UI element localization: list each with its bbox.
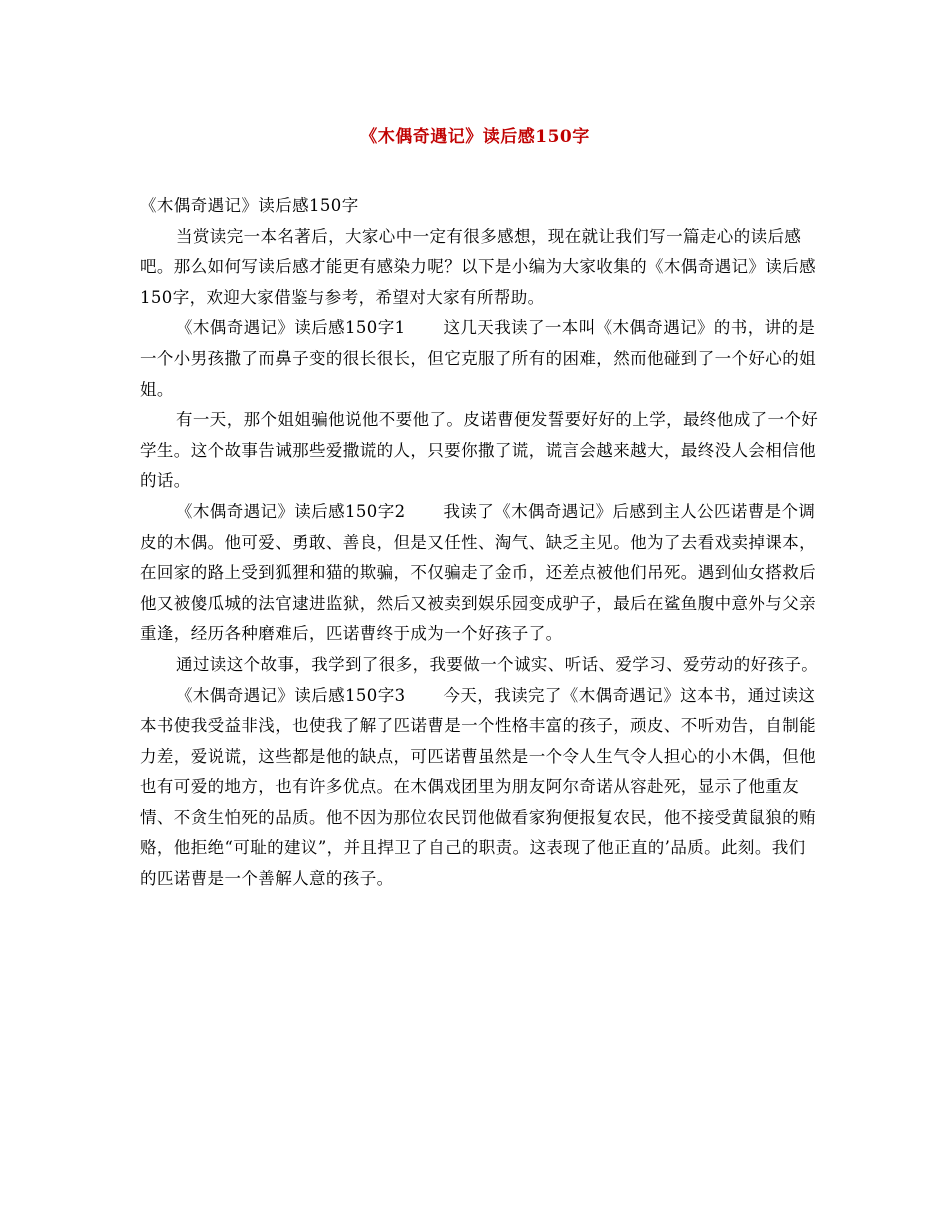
essay-label: 《木偶奇遇记》读后感150字1 [176,318,406,338]
essay-text: 这几天我读了一本叫《木偶奇遇记》的书，讲的是一个小男孩撒了而鼻子变的很长很长，但它克服了所有的困难，然而他碰到了一个好心的姐姐。 [140,318,816,399]
essay-label: 《木偶奇遇记》读后感150字2 [176,501,406,521]
section-heading: 《木偶奇遇记》读后感150字 [140,196,359,215]
essay-1-paragraph [140,313,820,405]
document-title: 《木偶奇遇记》读后感150字 [360,127,590,147]
essay-1-paragraph-2: 有一天，那个姐姐骗他说他不要他了。皮诺曹便发誓要好好的上学，最终他成了一个好学生。这个故事告诫那些爱撒谎的人，只要你撒了谎，谎言会越来越大，最终没人会相信他的话。 [140,410,819,491]
essay-text: 今天，我读完了《木偶奇遇记》这本书，通过读这本书使我受益非浅，也使我了解了匹诺曹是一个性格丰富的孩子，顽皮、不听劝告，自制能力差，爱说谎，这些都是他的缺点，可匹诺曹虽然是一个令人生气令人担心的小木偶，但他也有可爱的地方，也有许多优点。在木偶戏团里为朋友阿尔奇诺从容赴死，显示了他重友情、不贪生怕死的品质。他不因为那位农民罚他做看家狗便报复农民，他不接受黄鼠狼的贿赂，他拒绝“可耻的建议”，并且捍卫了自己的职责。这表现了他正直的’品质。此刻。我们的匹诺曹是一个善解人意的孩子。 [140,685,816,889]
document-body [140,191,820,895]
intro-paragraph: 当赏读完一本名著后，大家心中一定有很多感想，现在就让我们写一篇走心的读后感吧。那么如何写读后感才能更有感染力呢？以下是小编为大家收集的《木偶奇遇记》读后感150字，欢迎大家借鉴与参考，希望对大家有所帮助。 [140,226,816,307]
essay-3-paragraph [140,681,820,895]
essay-label: 《木偶奇遇记》读后感150字3 [176,685,406,705]
essay-2-paragraph-2: 通过读这个故事，我学到了很多，我要做一个诚实、听话、爱学习、爱劳动的好孩子。 [176,654,819,674]
essay-2-paragraph [140,497,820,650]
essay-text: 我读了《木偶奇遇记》后感到主人公匹诺曹是个调皮的木偶。他可爱、勇敢、善良，但是又任性、淘气、缺乏主见。他为了去看戏卖掉课本，在回家的路上受到狐狸和猫的欺骗，不仅骗走了金币，还差点被他们吊死。遇到仙女搭救后他又被傻瓜城的法官逮进监狱，然后又被卖到娱乐园变成驴子，最后在鲨鱼腹中意外与父亲重逢，经历各种磨难后，匹诺曹终于成为一个好孩子了。 [140,501,816,644]
